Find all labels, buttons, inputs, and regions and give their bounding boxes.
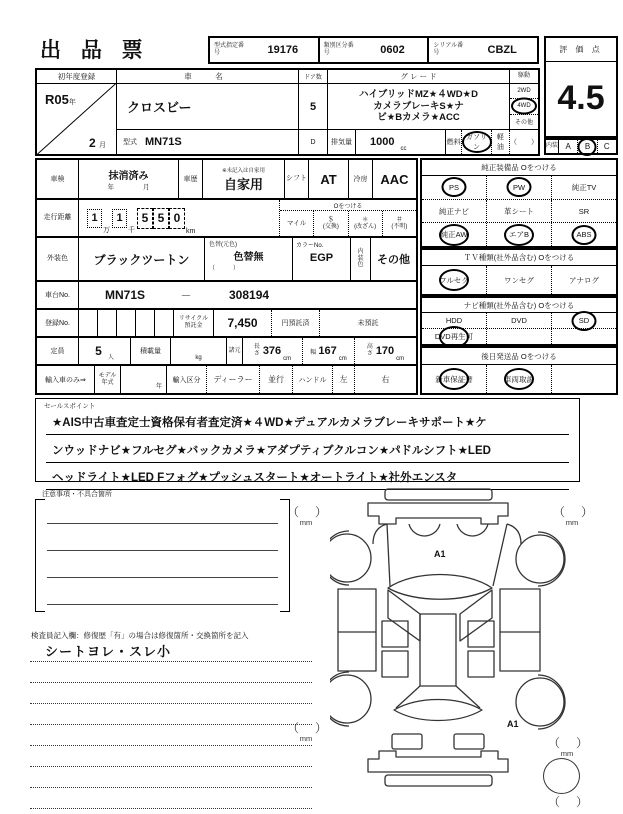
inspector-label: 検査員記入欄：修復歴「有」の場合は修復箇所・交換箇所を記入 <box>31 631 249 640</box>
first-reg-cell <box>37 84 117 154</box>
paren-blank: （ ） <box>548 736 591 750</box>
navi-dvd-play: DVD再生可 <box>422 329 486 344</box>
notes-line <box>47 604 278 605</box>
first-reg-header: 初年度登録 <box>37 70 117 83</box>
type-designation-value: 19176 <box>267 44 299 56</box>
handle-left: 左 <box>333 366 355 393</box>
length-value: 376 <box>262 345 282 357</box>
paren-blank: （ ） <box>287 505 330 519</box>
oem-equipment-box <box>420 158 618 248</box>
first-reg-month: 2 <box>88 136 96 150</box>
recolor-value: 色替無 <box>233 252 264 263</box>
paren-blank: （ ） <box>548 795 591 809</box>
equip-sr: SR <box>551 200 616 223</box>
status-row <box>37 160 416 200</box>
serial-value: CBZL <box>487 44 517 56</box>
notes-line <box>47 577 278 578</box>
main-spec-header <box>37 70 538 84</box>
height-label: 高さ <box>366 344 373 357</box>
score-value: 4.5 <box>557 78 605 117</box>
history-label: 車歴 <box>179 160 203 198</box>
type-designation-field <box>210 38 318 62</box>
sales-points-box <box>35 398 580 482</box>
navi-hdd: HDD <box>445 316 463 325</box>
import-dealer: ディーラー <box>213 375 253 384</box>
model-year-label: モデル年式 <box>95 366 121 393</box>
color-row <box>37 238 416 282</box>
capacity-unit: 人 <box>107 355 114 361</box>
doors-header: ドア数 <box>299 70 328 83</box>
dotted-line <box>30 724 312 725</box>
navi-type-title: ナビ種類(社外品含む) Oをつける <box>422 298 616 313</box>
history-value: 自家用 <box>223 176 263 192</box>
mileage-digit-1k: 1 <box>112 209 127 228</box>
drive-option-2wd: 2WD <box>517 88 531 95</box>
chassis-dash: － <box>180 290 192 302</box>
drive-header: 駆動 <box>517 73 530 80</box>
load-label: 積載量 <box>131 338 171 364</box>
tv-fullseg: フルセグ <box>422 266 486 294</box>
measure-annotation-front-right <box>553 505 596 527</box>
notes-label: 注意事項・不具合箇所 <box>42 491 112 498</box>
shaken-year-unit: 年 <box>107 184 114 191</box>
interior-grade-a: A <box>559 140 578 153</box>
measure-annotation-spare <box>548 795 591 809</box>
flag-mile: マイル <box>286 219 307 227</box>
spare-tire-circle <box>543 758 580 794</box>
mileage-digit-100: 5 <box>137 208 153 229</box>
doors-value: 5 <box>299 84 327 130</box>
equip-tv: 純正TV <box>551 176 616 199</box>
month-unit: 月 <box>99 142 106 149</box>
displacement-label: 排気量 <box>328 130 356 154</box>
car-name-header: 車 名 <box>117 70 299 83</box>
dotted-line <box>30 808 312 809</box>
reg-no-label: 登録No. <box>37 310 79 336</box>
sales-points-label: セールスポイント <box>44 403 96 410</box>
chassis-number: 308194 <box>229 288 270 302</box>
score-label: 評 価 点 <box>546 38 616 62</box>
dotted-line <box>30 703 312 704</box>
shift-value: AT <box>309 160 349 198</box>
recycle-unpaid: 未預託 <box>357 320 379 327</box>
equip-pw: PW <box>486 176 551 199</box>
shift-label: シフト <box>285 160 309 198</box>
reg-no-cell <box>98 310 117 336</box>
fuel-gasoline: ガソリン <box>462 130 491 154</box>
paren-blank: （ ） <box>287 721 330 735</box>
reg-no-cell <box>136 310 155 336</box>
history-note: ※未記入は自家用 <box>221 167 266 174</box>
car-underbody-diagram <box>330 486 570 812</box>
score-box <box>544 36 618 138</box>
dotted-line <box>30 682 312 683</box>
length-cm: cm <box>283 356 292 362</box>
measure-annotation-rear-left <box>287 721 330 743</box>
tv-oneseg: ワンセグ <box>486 266 551 294</box>
sales-line-2: ンウッドナビ★フルセグ★バックカメラ★アダプティブクルコン★パドルシフト★LED <box>46 437 569 463</box>
drive-option-other: その他 <box>510 114 538 129</box>
notes-line <box>47 550 278 551</box>
mm-unit: mm <box>560 749 574 758</box>
interior-grade-box <box>544 138 618 155</box>
ac-value: AAC <box>380 171 409 187</box>
registration-row <box>37 310 416 338</box>
tv-type-title: ＴＶ種類(社外品含む) Oをつける <box>422 250 616 266</box>
tv-type-box <box>420 248 618 296</box>
dotted-line <box>30 745 312 746</box>
chassis-label: 車台No. <box>37 282 79 308</box>
class-division-value: 0602 <box>380 44 405 56</box>
fuel-diesel: 軽油 <box>492 130 510 154</box>
equip-airbag: エアB <box>486 223 551 246</box>
navi-type-box <box>420 296 618 346</box>
type-designation-label: 型式指定番号 <box>214 43 245 56</box>
width-label: 幅 <box>310 349 317 356</box>
mileage-label: 走行距離 <box>37 200 79 236</box>
spec-label: 諸元 <box>227 338 243 364</box>
shaken-label: 車検 <box>37 160 79 198</box>
handle-right: 右 <box>381 375 390 384</box>
drive-option-4wd: 4WD <box>510 98 538 113</box>
navi-empty-cell <box>551 329 616 344</box>
mileage-unit-1k: 千 <box>128 227 135 234</box>
length-label: 長さ <box>253 344 260 357</box>
shaken-month-unit: 月 <box>143 184 150 191</box>
width-value: 167 <box>318 345 337 357</box>
dotted-line <box>30 766 312 767</box>
reg-no-cell <box>155 310 174 336</box>
ship-later-title: 後日発送品 Oをつける <box>422 348 616 365</box>
ext-color-value: ブラックツートン <box>79 238 205 280</box>
sales-line-3: ヘッドライト★LED Fフォグ★プッシュスタート★オートライト★社外エンスタ <box>46 464 569 490</box>
dotted-line <box>30 787 312 788</box>
equip-abs: ABS <box>551 223 616 246</box>
recycle-value: 7,450 <box>214 310 272 336</box>
color-no-value: EGP <box>309 252 334 264</box>
recolor-paren: （ ） <box>209 266 240 272</box>
ext-color-label: 外装色 <box>37 238 79 280</box>
circle-header: Oをつける <box>280 200 416 211</box>
recycle-paid: 円預託済 <box>272 310 320 336</box>
later-warranty: 新車保証書 <box>422 365 486 393</box>
navi-empty-cell <box>486 329 551 344</box>
height-cm: cm <box>396 356 405 362</box>
measure-annotation-rear-right <box>548 736 591 758</box>
chassis-row <box>37 282 416 310</box>
header-id-box <box>208 36 539 64</box>
notes-line <box>47 523 278 524</box>
capacity-value: 5 <box>95 344 102 358</box>
serial-field <box>427 38 537 62</box>
year-unit: 年 <box>68 99 76 106</box>
int-color-value: その他 <box>377 254 410 266</box>
class-division-field <box>318 38 428 62</box>
import-parallel: 並行 <box>259 366 293 393</box>
mileage-digit-10k: 1 <box>87 209 102 228</box>
later-manual: 車両取説 <box>486 365 551 393</box>
import-type-label: 輸入区分 <box>167 366 207 393</box>
interior-grade-b: B <box>578 140 597 153</box>
class-division-label: 類別区分番号 <box>323 43 354 56</box>
ship-later-box <box>420 346 618 395</box>
mileage-digit-10: 5 <box>153 208 169 229</box>
mileage-row <box>37 200 416 238</box>
navi-dvd: DVD <box>486 313 551 328</box>
serial-label: シリアル番号 <box>433 43 464 56</box>
mileage-unit-10k: 万 <box>103 227 110 234</box>
dotted-line <box>30 661 312 662</box>
doors-sub: D <box>310 138 316 146</box>
fuel-label: 燃料 <box>446 130 462 154</box>
ac-label: 冷房 <box>349 160 373 198</box>
fuel-paren: （ ） <box>510 139 538 146</box>
navi-sd: SD <box>551 313 616 328</box>
interior-grade-label: 内装 <box>546 140 559 153</box>
width-cm: cm <box>338 356 347 362</box>
tv-analog: アナログ <box>551 266 616 294</box>
load-unit: kg <box>171 338 227 364</box>
displacement-unit: cc <box>400 146 407 152</box>
later-empty-cell <box>551 365 616 393</box>
mileage-digit-1: 0 <box>169 208 185 229</box>
mileage-km: km <box>186 228 196 235</box>
sales-line-1: ★AIS中古車査定士資格保有者査定済★４WD★デュアルカメラブレーキサポート★ケ <box>46 409 569 435</box>
int-color-label: 内装色 <box>351 238 371 280</box>
chassis-prefix: MN71S <box>104 288 145 302</box>
diagram-front-mark: A1 <box>434 549 446 559</box>
import-row <box>37 366 416 393</box>
mm-unit: mm <box>299 734 313 743</box>
mm-unit: mm <box>299 518 313 527</box>
model-year-unit: 年 <box>121 366 167 393</box>
reg-no-cell <box>79 310 98 336</box>
handle-label: ハンドル <box>293 366 333 393</box>
mm-unit: mm <box>565 518 579 527</box>
shaken-status: 抹消済み <box>108 171 149 182</box>
equip-leather: 革シート <box>486 200 551 223</box>
model-code-label: 型式 <box>123 139 137 146</box>
measure-annotation-front-left <box>287 505 330 527</box>
flag-unknown: ＃ (不明) <box>382 211 416 236</box>
recolor-label: 色替(元色) <box>209 242 237 248</box>
height-value: 170 <box>375 345 395 357</box>
color-no-label: カラーNo. <box>296 243 324 249</box>
inspector-entry: シートヨレ・スレ小 <box>45 644 172 659</box>
notes-bracket-box <box>35 499 290 612</box>
reg-no-cell <box>117 310 136 336</box>
grade-line-1: ハイブリッドMZ★４WD★D <box>359 88 478 100</box>
equip-navi: 純正ナビ <box>439 206 469 216</box>
recycle-label: リサイクル預託金 <box>174 310 214 336</box>
first-reg-year: R05 <box>45 92 69 107</box>
diagram-rear-mark: A1 <box>507 719 519 729</box>
capacity-row <box>37 338 416 366</box>
main-spec-table <box>35 68 540 156</box>
grade-header: グ レ ー ド <box>328 70 510 83</box>
mileage-flag-grid <box>279 200 416 236</box>
interior-grade-c: C <box>603 142 610 151</box>
oem-equipment-title: 純正装備品 Oをつける <box>422 160 616 176</box>
flag-exchanged: ＄ (交換) <box>313 211 347 236</box>
equip-aw: 純正AW <box>422 223 486 246</box>
import-only-label: 輸入車のみ⇒ <box>37 366 95 393</box>
paren-blank: （ ） <box>553 505 596 519</box>
grade-line-2: カメラブレーキS★ナ <box>373 100 464 112</box>
displacement-value: 1000 <box>370 136 395 148</box>
status-detail-table <box>35 158 418 395</box>
grade-line-3: ビ★Bカメラ★ACC <box>377 112 460 124</box>
flag-tampered: ＊ (改ざん) <box>348 211 382 236</box>
model-code-value: MN71S <box>145 136 182 148</box>
capacity-label: 定員 <box>37 338 79 364</box>
equip-ps: PS <box>422 176 486 199</box>
sheet-title: 出 品 票 <box>40 39 150 62</box>
car-name-value: クロスビー <box>117 84 298 130</box>
